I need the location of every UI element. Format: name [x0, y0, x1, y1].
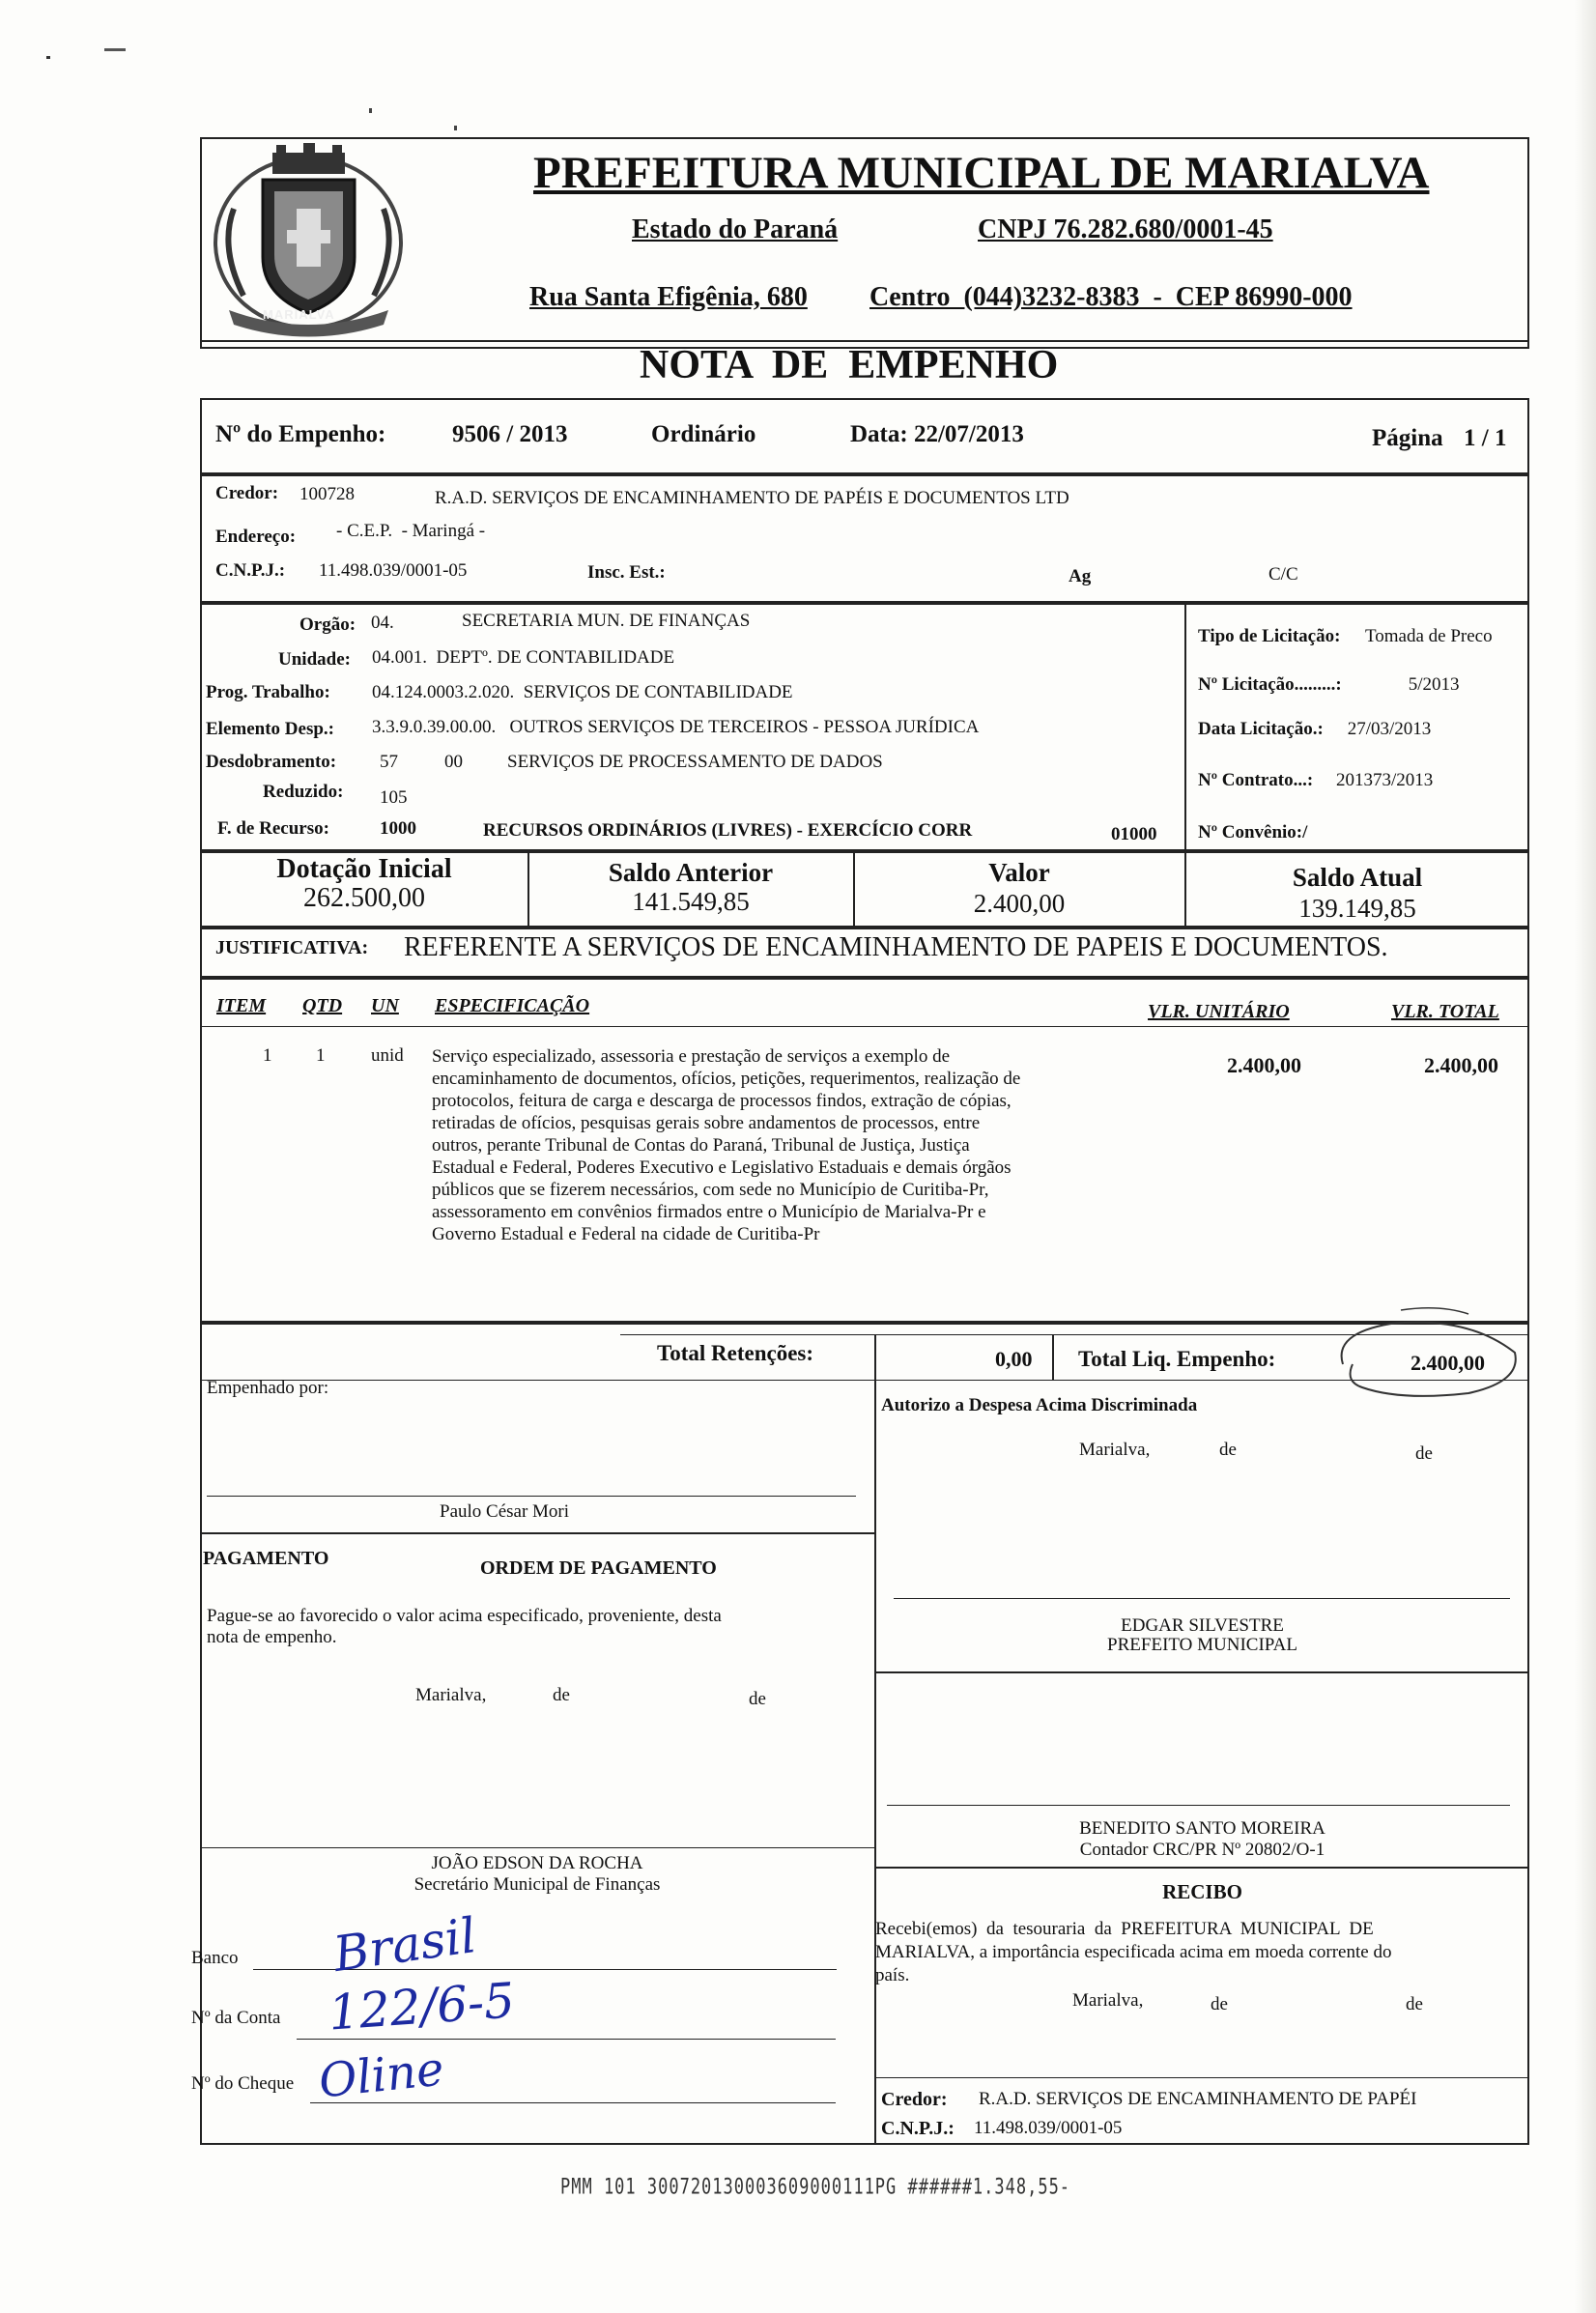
orgao-label: Orgão:: [299, 614, 356, 635]
page-number: 1 / 1: [1464, 425, 1507, 451]
justificativa-label: JUSTIFICATIVA:: [215, 937, 369, 958]
pagamento-text-1: Pague-se ao favorecido o valor acima especificado, proveniente, desta: [207, 1606, 722, 1626]
prefeito-bottom: [874, 1671, 1529, 1673]
empenhado-label: Empenhado por:: [207, 1378, 329, 1398]
banco-label: Banco: [191, 1948, 239, 1968]
scan-mark: [46, 56, 50, 59]
unidade-label: Unidade:: [278, 649, 351, 670]
insc-est-label: Insc. Est.:: [587, 562, 666, 583]
ag-label: Ag: [1069, 566, 1092, 586]
contrato-value: 201373/2013: [1336, 770, 1434, 790]
valor-label: Valor: [988, 858, 1050, 887]
municipal-seal: [205, 141, 413, 339]
empenho-number-label: Nº do Empenho:: [215, 421, 386, 447]
desdobramento-a: 57: [380, 752, 398, 772]
tipo-licitacao-label: Tipo de Licitação:: [1198, 626, 1341, 646]
spec-line: Estadual e Federal, Poderes Executivo e Legislativo Estaduais e demais órgãos: [432, 1157, 1012, 1178]
recibo-title: RECIBO: [1162, 1880, 1242, 1903]
cheque-line: [310, 2102, 836, 2103]
total-retencoes-label: Total Retenções:: [657, 1341, 814, 1365]
total-retencoes-value: 0,00: [995, 1347, 1033, 1371]
orgao-code: 04.: [371, 613, 394, 633]
recurso-number: 01000: [1111, 824, 1157, 844]
autorizo-place: Marialva,: [1079, 1440, 1151, 1460]
header-contact: Centro (044)3232-8383 - CEP 86990-000: [869, 282, 1353, 312]
saldo-atual-label: Saldo Atual: [1292, 863, 1423, 892]
contador-bottom: [874, 1867, 1529, 1869]
footer-code: PMM 101 300720130003609000111PG ######1.348,55-: [560, 2175, 1071, 2200]
item-unit-price: 2.400,00: [1227, 1053, 1301, 1077]
spec-line: protocolos, feitura de carga e descarga de processos findos, extração de cópias,: [432, 1091, 1012, 1111]
desdobramento-label: Desdobramento:: [206, 752, 337, 772]
empenho-date: Data: 22/07/2013: [850, 421, 1024, 447]
pagamento-text-2: nota de empenho.: [207, 1627, 337, 1647]
seal-text: MARIALVA: [263, 307, 335, 322]
saldo-anterior-label: Saldo Anterior: [608, 858, 774, 887]
contador-title: Contador CRC/PR Nº 20802/O-1: [1079, 1840, 1325, 1860]
header-state: Estado do Paraná: [632, 214, 839, 244]
items-header-rule: [200, 1026, 1529, 1027]
header-cnpj: CNPJ 76.282.680/0001-45: [978, 214, 1273, 244]
col-un-header: UN: [371, 995, 399, 1016]
unidade-value: 04.001. DEPTº. DE CONTABILIDADE: [372, 647, 675, 668]
header-address: Rua Santa Efigênia, 680: [529, 282, 808, 312]
spec-line: Serviço especializado, assessoria e prestação de serviços a exemplo de: [432, 1046, 950, 1067]
document-title: NOTA DE EMPENHO: [640, 343, 1059, 387]
credor-label: Credor:: [215, 483, 279, 503]
dotacao-label: Dotação Inicial: [276, 854, 452, 884]
recurso-name: RECURSOS ORDINÁRIOS (LIVRES) - EXERCÍCIO CORR: [483, 820, 973, 841]
dotacao-value: 262.500,00: [303, 883, 425, 913]
cheque-handwriting: Oline: [316, 2042, 446, 2109]
scan-mark: [454, 126, 457, 130]
item-spec: [432, 1045, 1127, 1245]
col-total-header: VLR. TOTAL: [1391, 1001, 1499, 1022]
endereco-value: - C.E.P. - Maringá -: [336, 521, 486, 541]
credor-code: 100728: [299, 484, 355, 504]
autorizo-de-1: de: [1219, 1440, 1237, 1460]
recurso-code: 1000: [380, 818, 416, 839]
contrato-label: Nº Contrato...:: [1198, 770, 1314, 790]
justificativa-text: REFERENTE A SERVIÇOS DE ENCAMINHAMENTO DE PAPEIS E DOCUMENTOS.: [404, 932, 1388, 962]
recurso-label: F. de Recurso:: [217, 818, 329, 839]
pagamento-de-1: de: [553, 1685, 570, 1705]
desdobramento-name: SERVIÇOS DE PROCESSAMENTO DE DADOS: [507, 752, 883, 772]
spec-line: retiradas de ofícios, pesquisas gerais sobre andamentos de processos, entre: [432, 1113, 981, 1133]
prefeito-signature-line: [894, 1598, 1510, 1599]
item-un: unid: [371, 1045, 404, 1066]
page-title: PREFEITURA MUNICIPAL DE MARIALVA: [533, 148, 1430, 198]
retencoes-sep: [1052, 1334, 1054, 1380]
empenhado-signature-line: [207, 1496, 856, 1497]
recibo-de-1: de: [1211, 1994, 1228, 2014]
recibo-line-2: MARIALVA, a importância especificada acima em moeda corrente do: [875, 1942, 1392, 1962]
spec-line: assessoramento em convênios firmados entre o Município de Marialva-Pr e: [432, 1202, 986, 1222]
recibo-signature-line: [874, 2077, 1529, 2078]
secretario-signature-line: [200, 1847, 874, 1848]
scan-mark: [369, 108, 372, 113]
pagamento-place: Marialva,: [415, 1685, 487, 1705]
spec-line: públicos que se fizerem necessários, com sede no Município de Curitiba-Pr,: [432, 1180, 989, 1200]
conta-line: [297, 2039, 836, 2040]
autorizo-de-2: de: [1415, 1443, 1433, 1464]
reduzido-label: Reduzido:: [263, 782, 344, 802]
item-number: 1: [263, 1045, 272, 1066]
banco-handwriting: Brasil: [329, 1906, 480, 1984]
contador-signature-line: [887, 1805, 1510, 1806]
prog-trabalho-value: 04.124.0003.2.020. SERVIÇOS DE CONTABILIDADE: [372, 682, 793, 702]
recibo-line-1: Recebi(emos) da tesouraria da PREFEITURA MUNICIPAL DE: [875, 1919, 1374, 1939]
empenho-type: Ordinário: [651, 421, 756, 447]
recibo-line-3: país.: [875, 1965, 910, 1985]
contador-name: BENEDITO SANTO MOREIRA: [1079, 1818, 1325, 1839]
reduzido-value: 105: [380, 787, 408, 808]
total-liq-label: Total Liq. Empenho:: [1078, 1347, 1276, 1371]
recibo-cnpj-label: C.N.P.J.:: [881, 2118, 955, 2139]
scan-mark: [104, 48, 126, 51]
cnpj-label: C.N.P.J.:: [215, 560, 286, 581]
orgao-name: SECRETARIA MUN. DE FINANÇAS: [462, 611, 751, 631]
valor-value: 2.400,00: [973, 889, 1066, 918]
empenho-number: 9506 / 2013: [452, 421, 568, 447]
saldo-atual-value: 139.149,85: [1298, 894, 1416, 923]
elemento-value: 3.3.9.0.39.00.00. OUTROS SERVIÇOS DE TERCEIROS - PESSOA JURÍDICA: [372, 717, 980, 737]
col-spec-header: ESPECIFICAÇÃO: [435, 995, 590, 1016]
secretario-title: Secretário Municipal de Finanças: [413, 1874, 661, 1895]
scan-edge: [1575, 0, 1596, 2313]
elemento-label: Elemento Desp.:: [206, 719, 334, 739]
spec-line: Governo Estadual e Federal na cidade de Curitiba-Pr: [432, 1224, 820, 1244]
desdobramento-b: 00: [444, 752, 463, 772]
recibo-credor-value: R.A.D. SERVIÇOS DE ENCAMINHAMENTO DE PAPÉI: [979, 2089, 1417, 2109]
ordem-pagamento-label: ORDEM DE PAGAMENTO: [480, 1557, 717, 1579]
col-unit-price-header: VLR. UNITÁRIO: [1148, 1001, 1290, 1022]
secretario-name: JOÃO EDSON DA ROCHA: [431, 1853, 643, 1873]
convenio-label: Nº Convênio:/: [1198, 822, 1308, 842]
empenhado-bottom: [200, 1532, 874, 1534]
col-item-header: ITEM: [216, 995, 267, 1016]
recibo-de-2: de: [1406, 1994, 1423, 2014]
tipo-licitacao-value: Tomada de Preco: [1365, 626, 1493, 646]
cheque-label: Nº do Cheque: [191, 2073, 295, 2094]
budget-divider: [1184, 603, 1186, 851]
recibo-credor-label: Credor:: [881, 2089, 948, 2110]
conta-label: Nº da Conta: [191, 2008, 281, 2028]
recibo-place: Marialva,: [1072, 1990, 1144, 2011]
spec-line: encaminhamento de documentos, ofícios, petições, requerimentos, realização de: [432, 1069, 1021, 1089]
credor-name: R.A.D. SERVIÇOS DE ENCAMINHAMENTO DE PAPÉIS E DOCUMENTOS LTD: [435, 488, 1069, 508]
conta-handwriting: 122/6-5: [327, 1972, 517, 2042]
pagamento-label: PAGAMENTO: [203, 1548, 329, 1569]
saldo-anterior-value: 141.549,85: [632, 887, 750, 916]
recibo-cnpj-value: 11.498.039/0001-05: [974, 2118, 1123, 2138]
spec-line: outros, perante Tribunal de Contas do Paraná, Tribunal de Justiça, Justiça: [432, 1135, 970, 1156]
prog-trabalho-label: Prog. Trabalho:: [206, 682, 330, 702]
pagamento-de-2: de: [749, 1689, 766, 1709]
page-number-label: Página: [1372, 425, 1443, 451]
item-total: 2.400,00: [1424, 1053, 1498, 1077]
item-qtd: 1: [316, 1045, 326, 1066]
empenhado-name: Paulo César Mori: [440, 1501, 570, 1522]
data-licitacao-label: Data Licitação.:: [1198, 719, 1324, 739]
hand-circle-mark: [1324, 1304, 1526, 1411]
total-liq-value: 2.400,00: [1411, 1351, 1485, 1375]
num-licitacao-label: Nº Licitação.........:: [1198, 674, 1342, 695]
prefeito-title: PREFEITO MUNICIPAL: [1107, 1635, 1297, 1655]
lower-divider: [874, 1334, 876, 2145]
prefeito-name: EDGAR SILVESTRE: [1121, 1615, 1284, 1636]
autorizo-label: Autorizo a Despesa Acima Discriminada: [881, 1395, 1198, 1415]
data-licitacao-value: 27/03/2013: [1343, 719, 1432, 739]
num-licitacao-value: 5/2013: [1404, 674, 1460, 695]
cc-label: C/C: [1268, 564, 1298, 585]
cnpj-value: 11.498.039/0001-05: [319, 560, 468, 581]
col-qtd-header: QTD: [302, 995, 343, 1016]
endereco-label: Endereço:: [215, 527, 297, 547]
